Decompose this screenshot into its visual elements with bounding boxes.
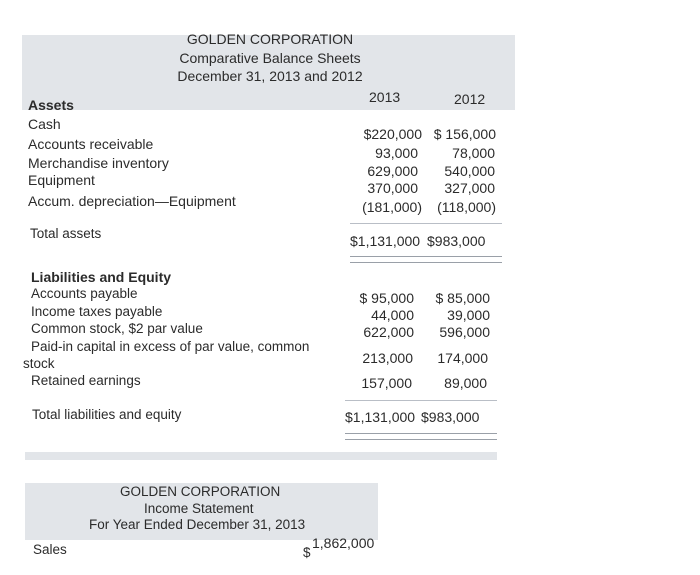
- liab-2012-common-stock: 596,000: [439, 324, 490, 340]
- liab-label-paid-in-capital: Paid-in capital in excess of par value, common: [31, 339, 310, 354]
- liab-2012-paid-in-capital: 174,000: [437, 350, 488, 366]
- liab-2013-paid-in-capital: 213,000: [362, 350, 413, 366]
- sales-value: 1,862,000: [312, 535, 375, 551]
- liab-2013-accounts-payable: $ 95,000: [359, 290, 414, 306]
- liab-label-common-stock: Common stock, $2 par value: [31, 321, 203, 336]
- asset-label-merchandise-inventory: Merchandise inventory: [28, 155, 169, 171]
- total-assets-label: Total assets: [30, 226, 102, 241]
- asset-2012-equipment: 327,000: [444, 180, 495, 196]
- sales-dollar-sign: $: [303, 545, 311, 560]
- liab-2013-retained-earnings: 157,000: [361, 375, 412, 391]
- asset-2012-accounts-receivable: 78,000: [452, 145, 495, 161]
- sales-label: Sales: [33, 542, 67, 557]
- income-statement-period: For Year Ended December 31, 2013: [89, 517, 306, 532]
- total-assets-double-rule-bottom: [350, 262, 502, 263]
- asset-2013-merchandise-inventory: 629,000: [367, 163, 418, 179]
- income-statement-subtitle: Income Statement: [144, 501, 254, 516]
- asset-2012-accum-depreciation: (118,000): [437, 199, 496, 215]
- total-liab-double-rule-top: [345, 433, 497, 434]
- asset-2013-accounts-receivable: 93,000: [375, 145, 418, 161]
- total-liabilities-equity-2013: $1,131,000: [345, 409, 416, 425]
- liab-2012-income-taxes-payable: 39,000: [447, 307, 490, 323]
- asset-2012-merchandise-inventory: 540,000: [444, 163, 495, 179]
- total-assets-2012: $983,000: [427, 233, 486, 249]
- total-liab-double-rule-bottom: [345, 439, 497, 440]
- liab-2012-retained-earnings: 89,000: [444, 375, 487, 391]
- liabilities-equity-header: Liabilities and Equity: [31, 269, 172, 285]
- balance-sheet-date: December 31, 2013 and 2012: [177, 68, 363, 84]
- column-header-2013: 2013: [369, 89, 401, 105]
- asset-2013-equipment: 370,000: [367, 180, 418, 196]
- liab-2013-common-stock: 622,000: [363, 324, 414, 340]
- total-assets-double-rule-top: [350, 256, 502, 257]
- liabilities-subtotal-rule: [345, 400, 497, 401]
- asset-2012-cash: $ 156,000: [433, 126, 496, 142]
- asset-label-accum-depreciation: Accum. depreciation—Equipment: [28, 193, 236, 209]
- total-liabilities-equity-2012: $983,000: [421, 409, 480, 425]
- balance-sheet-subtitle: Comparative Balance Sheets: [179, 50, 361, 66]
- balance-sheet-footer-band: [25, 452, 497, 460]
- balance-sheet-title: GOLDEN CORPORATION: [186, 31, 354, 47]
- income-statement-title: GOLDEN CORPORATION: [120, 484, 281, 499]
- assets-subtotal-rule: [350, 223, 502, 224]
- liab-label-paid-in-capital-line2: stock: [23, 356, 55, 371]
- liab-2013-income-taxes-payable: 44,000: [371, 307, 414, 323]
- asset-label-cash: Cash: [28, 116, 61, 132]
- asset-label-equipment: Equipment: [28, 172, 95, 188]
- total-assets-2013: $1,131,000: [350, 233, 421, 249]
- assets-header: Assets: [28, 97, 74, 113]
- column-header-2012: 2012: [454, 91, 486, 107]
- asset-2013-accum-depreciation: (181,000): [362, 199, 422, 215]
- liab-label-income-taxes-payable: Income taxes payable: [31, 304, 163, 319]
- asset-label-accounts-receivable: Accounts receivable: [28, 136, 154, 152]
- liab-label-retained-earnings: Retained earnings: [31, 373, 141, 388]
- liab-2012-accounts-payable: $ 85,000: [435, 290, 490, 306]
- asset-2013-cash: $220,000: [363, 126, 422, 142]
- total-liabilities-equity-label: Total liabilities and equity: [32, 407, 182, 422]
- liab-label-accounts-payable: Accounts payable: [31, 286, 138, 301]
